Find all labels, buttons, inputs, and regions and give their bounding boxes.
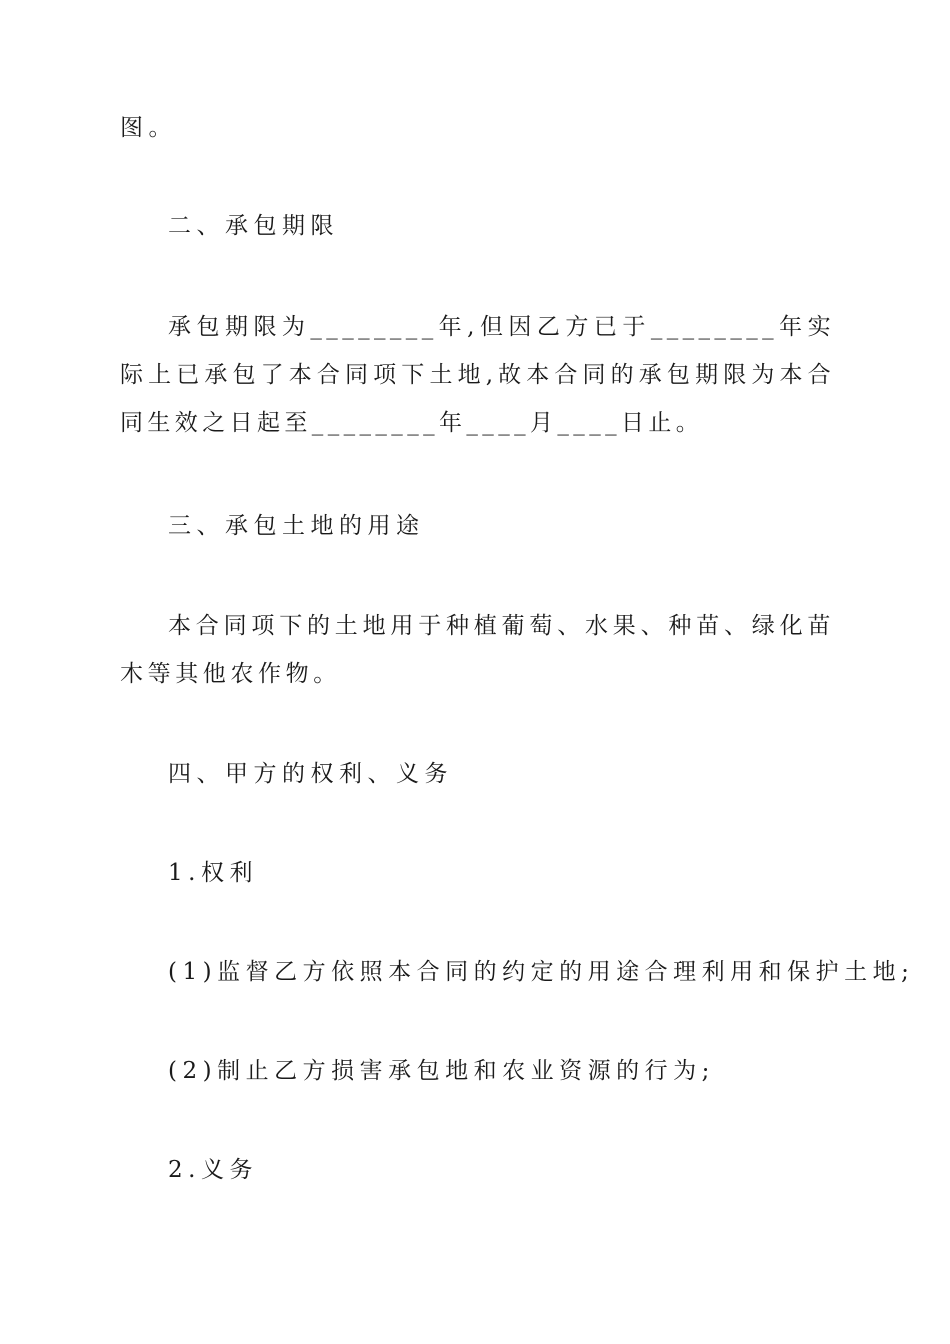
section-heading-term: 二、承包期限 — [168, 213, 339, 239]
subheading-rights: 1.权利 — [168, 860, 258, 886]
text-fragment: 图。 — [120, 115, 177, 141]
section-heading-land-use: 三、承包土地的用途 — [168, 513, 425, 539]
list-item-right-2: (2)制止乙方损害承包地和农业资源的行为; — [168, 1058, 715, 1084]
section-heading-party-a-rights-duties: 四、甲方的权利、义务 — [168, 761, 453, 787]
list-item-right-1: (1)监督乙方依照本合同的约定的用途合理利用和保护土地; — [168, 959, 915, 985]
subheading-duties: 2.义务 — [168, 1157, 258, 1183]
section-body-land-use: 本合同项下的土地用于种植葡萄、水果、种苗、绿化苗木等其他农作物。 — [120, 613, 835, 687]
section-body-term: 承包期限为________年,但因乙方已于________年实际上已承包了本合同项下土地,故本合同的承包期限为本合同生效之日起至________年____月____日止。 — [120, 314, 835, 436]
